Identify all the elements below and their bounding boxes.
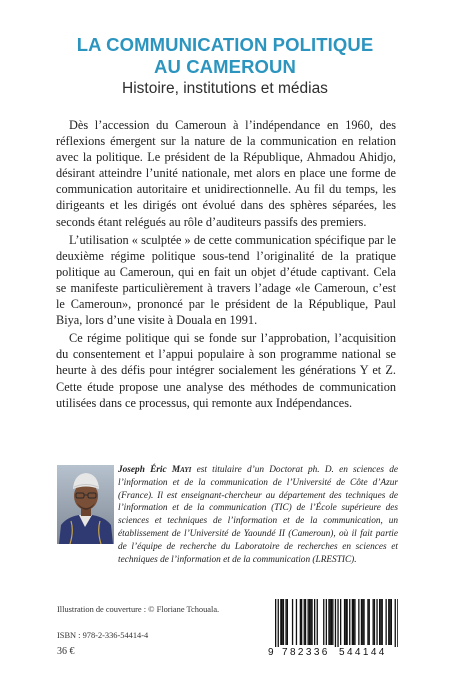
barcode-bar [335, 599, 336, 647]
barcode-bar [386, 599, 387, 645]
barcode-bar [275, 599, 276, 647]
barcode-bar [283, 599, 284, 645]
barcode-bar [292, 599, 293, 645]
barcode-bar [317, 599, 318, 645]
barcode-bar [345, 599, 346, 645]
barcode-bar [347, 599, 348, 645]
blurb-paragraph-2: L’utilisation « sculptée » de cette communication spécifique par le deuxième régime politique sous-tend l’originalité de la pratique politique au Cameroun, qui en fait un objet d’étude captivant. Cela se manifeste particulièrement à travers l’adage «le Cameroun, c’est le Cameroun», prononcé par le président de la République, Paul Biya, lors d’une visite à Douala en 1991. [56, 232, 396, 328]
barcode-bar [352, 599, 353, 645]
barcode-group-2: 544144 [339, 647, 387, 658]
barcode-bar [391, 599, 392, 645]
blurb-paragraph-1: Dès l’accession du Cameroun à l’indépendance en 1960, des réflexions émergent sur la nature de la communication en relation avec la politique. Le président de la République, Ahmadou Ahidjo, désirant atteindre l’unité nationale, met alors en place une forme de communication autoritaire et unidirectionnelle. Au fil du temps, les dirigeants et les dirigés ont évolué dans des sphères séparées, les seconds étant relégués au rôle d’auditeurs passifs des premiers. [56, 118, 396, 229]
barcode-bar [311, 599, 312, 645]
barcode-bar [332, 599, 333, 645]
barcode-bar [330, 599, 331, 645]
barcode-bar [282, 599, 283, 645]
cover-illustration-credit: Illustration de couverture : © Floriane Tchouala. [57, 605, 220, 614]
barcode-bars [267, 597, 398, 647]
barcode-bar [280, 599, 281, 645]
barcode-bar [287, 599, 288, 645]
barcode-bar [388, 599, 389, 645]
barcode-bar [373, 599, 374, 645]
barcode-bar [353, 599, 354, 645]
price: 36 € [57, 646, 75, 657]
barcode-bar [389, 599, 390, 645]
barcode-bar [382, 599, 383, 645]
barcode-bar [308, 599, 309, 645]
barcode-group-1: 782336 [282, 647, 330, 658]
barcode-bar [376, 599, 377, 645]
barcode-bar [379, 599, 380, 645]
barcode-bar [304, 599, 305, 645]
barcode-bar [328, 599, 329, 645]
author-last-name: Mayi [171, 465, 192, 475]
barcode-bar [349, 599, 350, 645]
barcode-bar [331, 599, 332, 645]
barcode-bar [369, 599, 370, 645]
barcode-bar [300, 599, 301, 645]
barcode-bar [301, 599, 302, 645]
isbn-barcode [267, 597, 398, 659]
barcode-bar [337, 599, 338, 647]
author-bio-text: est titulaire d’un Doctorat ph. D. en sciences de l’information et de la communication de l’Université de Côte d’Azur (France). Il est enseignant-chercheur au département des techniques de l’information et de la communication (TIC) de l’École supérieure des sciences et techniques de l’information et de la communication, un établissement de l’Université de Yaoundé II (Cameroun), où il fait partie de l’équipe de recherche du Laboratoire de recherches en sciences et techniques de l’information et de la communication (LRESTIC). [118, 465, 399, 565]
book-title-line-1: LA COMMUNICATION POLITIQUE [76, 34, 374, 55]
barcode-bar [285, 599, 286, 645]
barcode-bar [310, 599, 311, 645]
barcode-bar [361, 599, 362, 645]
blurb-paragraph-3: Ce régime politique qui se fonde sur l’approbation, l’acquisition du consentement et l’appui populaire à son programme national se heurte à des défis pour intégrer socialement les générations Y et Z. Cette étude propose une analyse des méthodes de communication utilisées dans ce processus, qui remonte aux Indépendances. [56, 331, 396, 410]
barcode-first-digit: 9 [268, 647, 274, 658]
author-first-name: Joseph Éric [118, 465, 167, 475]
barcode-bar [380, 599, 381, 645]
blurb [56, 117, 396, 413]
author-photo [57, 465, 114, 544]
barcode-bar [340, 599, 341, 645]
barcode-bar [323, 599, 324, 645]
barcode-bar [354, 599, 355, 645]
barcode-bar [358, 599, 359, 645]
barcode-bar [278, 599, 279, 647]
book-title-line-2: AU CAMEROUN [154, 56, 296, 77]
isbn: ISBN : 978-2-336-54414-4 [57, 631, 149, 640]
barcode-bar [397, 599, 398, 647]
barcode-bar [374, 599, 375, 645]
barcode-bar [314, 599, 315, 645]
barcode-bar [362, 599, 363, 645]
author-bio [118, 464, 398, 566]
barcode-bar [367, 599, 368, 645]
barcode-bar [326, 599, 327, 645]
barcode-digits [267, 647, 398, 658]
barcode-bar [363, 599, 364, 645]
book-subtitle: Histoire, institutions et médias [122, 80, 328, 97]
barcode-bar [395, 599, 396, 647]
barcode-bar [309, 599, 310, 645]
barcode-bar [305, 599, 306, 645]
barcode-bar [296, 599, 297, 645]
author-portrait-image [57, 465, 114, 544]
barcode-bar [344, 599, 345, 645]
